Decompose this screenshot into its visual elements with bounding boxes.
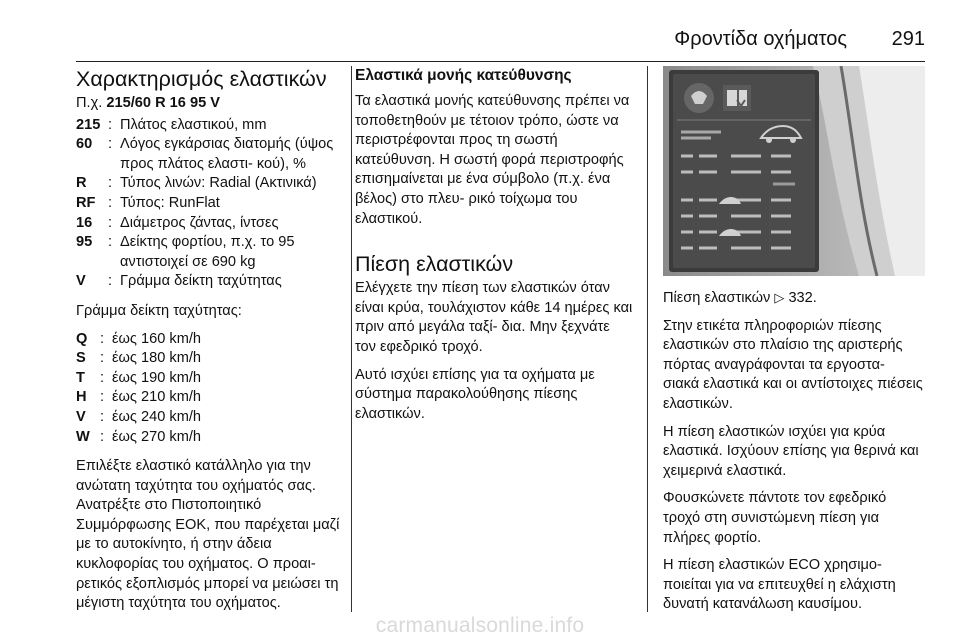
column-divider-left — [351, 66, 352, 612]
speed-rating-row: T : έως 190 km/h — [76, 369, 202, 386]
definition-row: 16 : Διάμετρος ζάντας, ίντσες — [76, 214, 279, 231]
definition-row: RF : Τύπος: RunFlat — [76, 194, 220, 211]
definition-row: R : Τύπος λινών: Radial (Ακτινικά) — [76, 175, 317, 192]
speed-rating-row: S : έως 180 km/h — [76, 350, 202, 367]
watermark: carmanualsonline.info — [375, 614, 585, 637]
definition-row: 215 : Πλάτος ελαστικού, mm — [76, 116, 267, 133]
tpms-paragraph: Αυτό ισχύει επίσης για τα οχήματα με σύστημα παρακολούθησης πίεσης ελαστικών. — [355, 366, 595, 422]
tyre-designation-title: Χαρακτηρισμός ελαστικών — [76, 67, 327, 91]
example-prefix: Π.χ. — [76, 95, 103, 111]
header-title: Φροντίδα οχήματος — [674, 28, 847, 50]
pressure-label-paragraph: Στην ετικέτα πληροφοριών πίεσης ελαστικών στο πλαίσιο της αριστερής πόρτας αναγράφονται τα εργοστα- σιακά ελαστικά και οι αντίστοιχες πιέσεις ελαστικών. — [663, 317, 923, 412]
speed-rating-list — [76, 330, 347, 448]
tyre-code-definitions — [76, 116, 347, 292]
page-reference-arrow-icon: ▷ — [774, 290, 785, 305]
definition-row: V : Γράμμα δείκτη ταχύτητας — [76, 273, 282, 290]
middle-column — [355, 66, 634, 432]
directional-tyres-paragraph: Τα ελαστικά μονής κατεύθυνσης πρέπει να τοποθετηθούν με τέτοιον τρόπο, ώστε να περιστρέφονται προς τη σωστή κατεύθυνση. Η σωστή φορά περιστροφής επισημαίνεται με ένα σύμβολο (π.χ. ένα βέλος) στο πλευ- ρικό τοίχωμα του ελαστικού. — [355, 93, 630, 227]
cold-tyre-paragraph: Η πίεση ελαστικών ισχύει για κρύα ελαστικά. Ισχύουν επίσης για θερινά και χειμερινά ελαστικά. — [663, 423, 919, 479]
tyre-pressure-paragraph: Ελέγχετε την πίεση των ελαστικών όταν είναι κρύα, τουλάχιστον κάθε 14 ημέρες και πριν από μεγάλα ταξί- δια. Μην ξεχνάτε τον εφεδρικό τροχό. — [355, 280, 633, 355]
tyre-selection-paragraph: Επιλέξτε ελαστικό κατάλληλο για την ανώτατη ταχύτητα του οχήματός σας. Ανατρέξτε στο Πιστοποιητικό Συμμόρφωσης ΕΟΚ, που παρέχεται μαζί με το αυτοκίνητο, ή στην άδεια κυκλοφορίας του οχήματος. Ο προαι- ρετικός εξοπλισμός μπορεί να μειώσει τη μέγιστη ταχύτητα του οχήματος. — [76, 458, 340, 612]
speed-rating-row: Q : έως 160 km/h — [76, 330, 202, 347]
pressure-reference-page[interactable]: 332. — [788, 290, 817, 306]
header-rule — [76, 61, 925, 62]
page-header — [76, 28, 925, 56]
pressure-reference — [663, 288, 925, 309]
speed-rating-row: H : έως 210 km/h — [76, 389, 202, 406]
left-column — [76, 66, 347, 622]
example-code: 215/60 R 16 95 V — [106, 95, 220, 111]
directional-tyres-title: Ελαστικά μονής κατεύθυνσης — [355, 67, 572, 84]
definition-row: 60 : Λόγος εγκάρσιας διατομής (ύψος προς πλάτος ελαστι- κού), % — [76, 136, 334, 172]
column-divider-right — [647, 66, 648, 612]
eco-pressure-paragraph: Η πίεση ελαστικών ECO χρησιμο- ποιείται για να επιτευχθεί η ελάχιστη δυνατή κατανάλωση καυσίμου. — [663, 557, 896, 613]
tyre-pressure-title: Πίεση ελαστικών — [355, 252, 514, 277]
right-column — [663, 66, 925, 623]
page-number: 291 — [891, 28, 925, 50]
speed-rating-row: V : έως 240 km/h — [76, 408, 202, 425]
tyre-example — [76, 94, 347, 114]
definition-row: 95 : Δείκτης φορτίου, π.χ. το 95 αντιστοιχεί σε 690 kg — [76, 234, 295, 270]
pressure-reference-text: Πίεση ελαστικών — [663, 290, 771, 306]
spare-wheel-paragraph: Φουσκώνετε πάντοτε τον εφεδρικό τροχό στη συνιστώμενη πίεση για πλήρες φορτίο. — [663, 490, 887, 546]
speed-rating-intro: Γράμμα δείκτη ταχύτητας: — [76, 302, 242, 319]
tyre-pressure-label-photo — [663, 66, 925, 276]
speed-rating-row: W : έως 270 km/h — [76, 428, 202, 445]
